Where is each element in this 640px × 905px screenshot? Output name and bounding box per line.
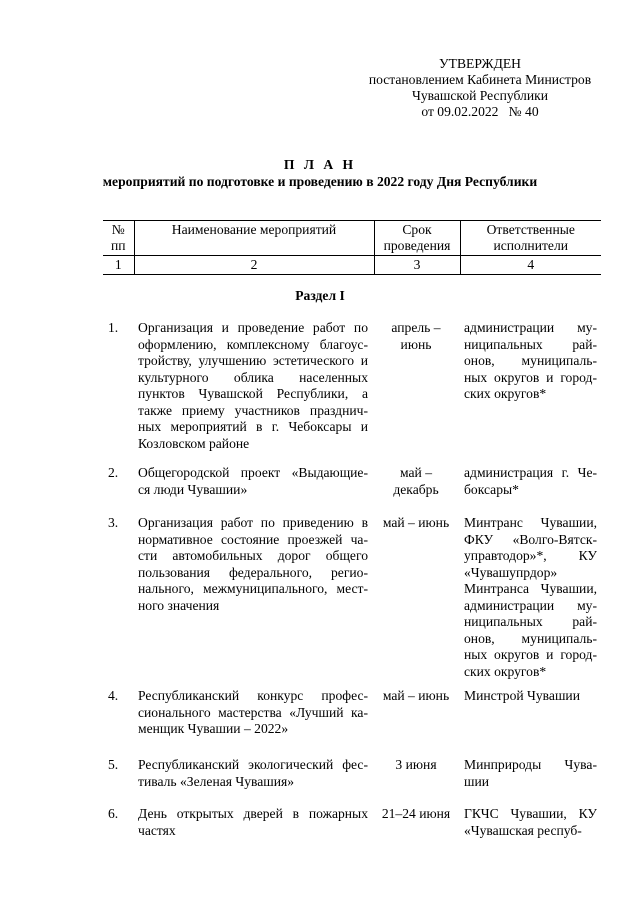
item-name-line: культурного облика населенных: [138, 369, 368, 385]
item-responsible-line: ских округов*: [464, 663, 547, 679]
column-number-1: 1: [103, 256, 134, 275]
item-responsible-line: ниципальных рай-: [464, 336, 597, 352]
item-responsible-line: ных округов и город-: [464, 647, 597, 662]
header-responsible-line1: Ответственные: [486, 222, 575, 237]
item-name-line: сти автомобильных дорог общего: [138, 548, 368, 563]
item-name-line: также приему участников празднич-: [138, 402, 368, 418]
item-name-line: оформлению, комплексному благоус-: [138, 336, 368, 352]
item-term: [376, 515, 456, 532]
table-header: [103, 220, 601, 275]
item-name-line: пользования федерального, регио-: [138, 564, 368, 580]
approval-line-3: Чувашской Республики: [412, 88, 548, 103]
plan-title: П Л А Н: [283, 157, 357, 172]
item-term: [376, 757, 456, 774]
item-name-line: День открытых дверей в пожарных: [138, 806, 368, 821]
header-row: [103, 221, 601, 256]
header-term-cell: [374, 221, 460, 256]
item-number: 1.: [108, 320, 119, 335]
item-name-line: Республиканский конкурс профес-: [138, 688, 368, 703]
item-name-line: Республиканский экологический фес-: [138, 757, 368, 772]
item-responsible-line: Минтранс Чувашии,: [464, 515, 597, 530]
header-number-line2: пп: [110, 238, 126, 253]
approval-line-4: от 09.02.2022 № 40: [421, 104, 539, 119]
item-term-line: май – июнь: [382, 515, 450, 530]
item-responsible: [464, 465, 597, 498]
item-name-line: тройству, улучшению эстетического и: [138, 353, 368, 368]
approval-line-1: УТВЕРЖДЕН: [439, 56, 521, 71]
item-name-line: менщик Чувашии – 2022»: [138, 721, 289, 736]
item-term: [376, 465, 456, 498]
item-responsible-line: Минприроды Чува-: [464, 757, 597, 772]
header-responsible-cell: [460, 221, 601, 256]
column-number-4: 4: [460, 256, 601, 275]
item-responsible: [464, 757, 597, 790]
item-term: [376, 320, 456, 353]
item-term-line: 3 июня: [395, 757, 437, 772]
item-responsible: [464, 320, 597, 403]
item-responsible-line: «Чувашская респуб-: [464, 822, 582, 838]
header-number-cell: [103, 221, 134, 256]
item-name: [138, 757, 368, 790]
item-name-line: пунктов Чувашской Республики, а: [138, 386, 368, 401]
item-responsible-line: администрации му-: [464, 597, 597, 613]
header-name-cell: [134, 221, 374, 256]
item-responsible-line: шии: [464, 773, 490, 789]
item-responsible-line: ниципальных рай-: [464, 614, 597, 629]
header-responsible-line2: исполнители: [493, 238, 569, 253]
item-responsible: [464, 515, 597, 680]
item-term: [376, 806, 456, 823]
item-term: [376, 688, 456, 705]
section-title: Раздел I: [295, 288, 345, 303]
item-responsible-line: ских округов*: [464, 386, 547, 401]
item-term-line: 21–24 июня: [381, 806, 451, 821]
item-number: 6.: [108, 806, 119, 821]
item-name-line: ного значения: [138, 597, 220, 613]
item-term-line: май – июнь: [382, 688, 450, 703]
plan-subtitle: мероприятий по подготовке и проведению в 2022 году Дня Республики: [102, 174, 538, 189]
item-name: [138, 515, 368, 614]
header-number-row: [103, 256, 601, 275]
item-responsible-line: онов, муниципаль-: [464, 630, 597, 646]
header-name: Наименование мероприятий: [171, 222, 337, 237]
item-name: [138, 806, 368, 839]
item-name-line: сионального мастерства «Лучший ка-: [138, 704, 368, 720]
approval-stamp: [355, 56, 605, 120]
item-name-line: частях: [138, 822, 176, 838]
item-responsible-line: ных округов и город-: [464, 369, 597, 385]
item-responsible-line: боксары*: [464, 481, 519, 497]
item-name-line: Организация работ по приведению в: [138, 515, 368, 530]
item-number: 5.: [108, 757, 119, 772]
item-name-line: Общегородской проект «Выдающие-: [138, 465, 368, 480]
item-responsible-line: ФКУ «Волго-Вятск-: [464, 531, 597, 547]
column-number-2: 2: [134, 256, 374, 275]
column-number-3: 3: [374, 256, 460, 275]
item-term-line: июнь: [400, 336, 432, 352]
approval-line-2: постановлением Кабинета Министров: [368, 72, 592, 87]
item-name-line: ся люди Чувашии»: [138, 481, 248, 497]
item-name-line: нормативное состояние проезжей ча-: [138, 531, 368, 547]
item-name: [138, 688, 368, 738]
header-number-line1: №: [111, 222, 125, 237]
item-name: [138, 320, 368, 452]
item-name-line: Организация и проведение работ по: [138, 320, 368, 335]
item-number: 3.: [108, 515, 119, 530]
item-responsible-line: «Чувашупрдор»: [464, 564, 558, 580]
item-responsible: [464, 688, 597, 705]
item-responsible-line: управтодор»*, КУ: [464, 548, 597, 563]
item-responsible: [464, 806, 597, 839]
item-name-line: нального, межмуниципального, мест-: [138, 581, 368, 596]
item-responsible-line: онов, муниципаль-: [464, 353, 597, 368]
item-responsible-line: администрация г. Че-: [464, 465, 597, 480]
item-term-line: апрель –: [391, 320, 441, 335]
item-name-line: Козловском районе: [138, 435, 250, 451]
item-responsible-line: Минстрой Чувашии: [464, 688, 580, 703]
item-term-line: декабрь: [393, 481, 439, 497]
item-number: 4.: [108, 688, 119, 703]
header-term-line2: проведения: [383, 238, 451, 253]
item-number: 2.: [108, 465, 119, 480]
item-responsible-line: Минтранса Чувашии,: [464, 581, 597, 596]
item-term-line: май –: [399, 465, 432, 480]
item-name: [138, 465, 368, 498]
item-name-line: ных мероприятий в г. Чебоксары и: [138, 419, 368, 434]
item-responsible-line: ГКЧС Чувашии, КУ: [464, 806, 597, 821]
header-term-line1: Срок: [402, 222, 432, 237]
item-name-line: тиваль «Зеленая Чувашия»: [138, 773, 295, 789]
item-responsible-line: администрации му-: [464, 320, 597, 335]
